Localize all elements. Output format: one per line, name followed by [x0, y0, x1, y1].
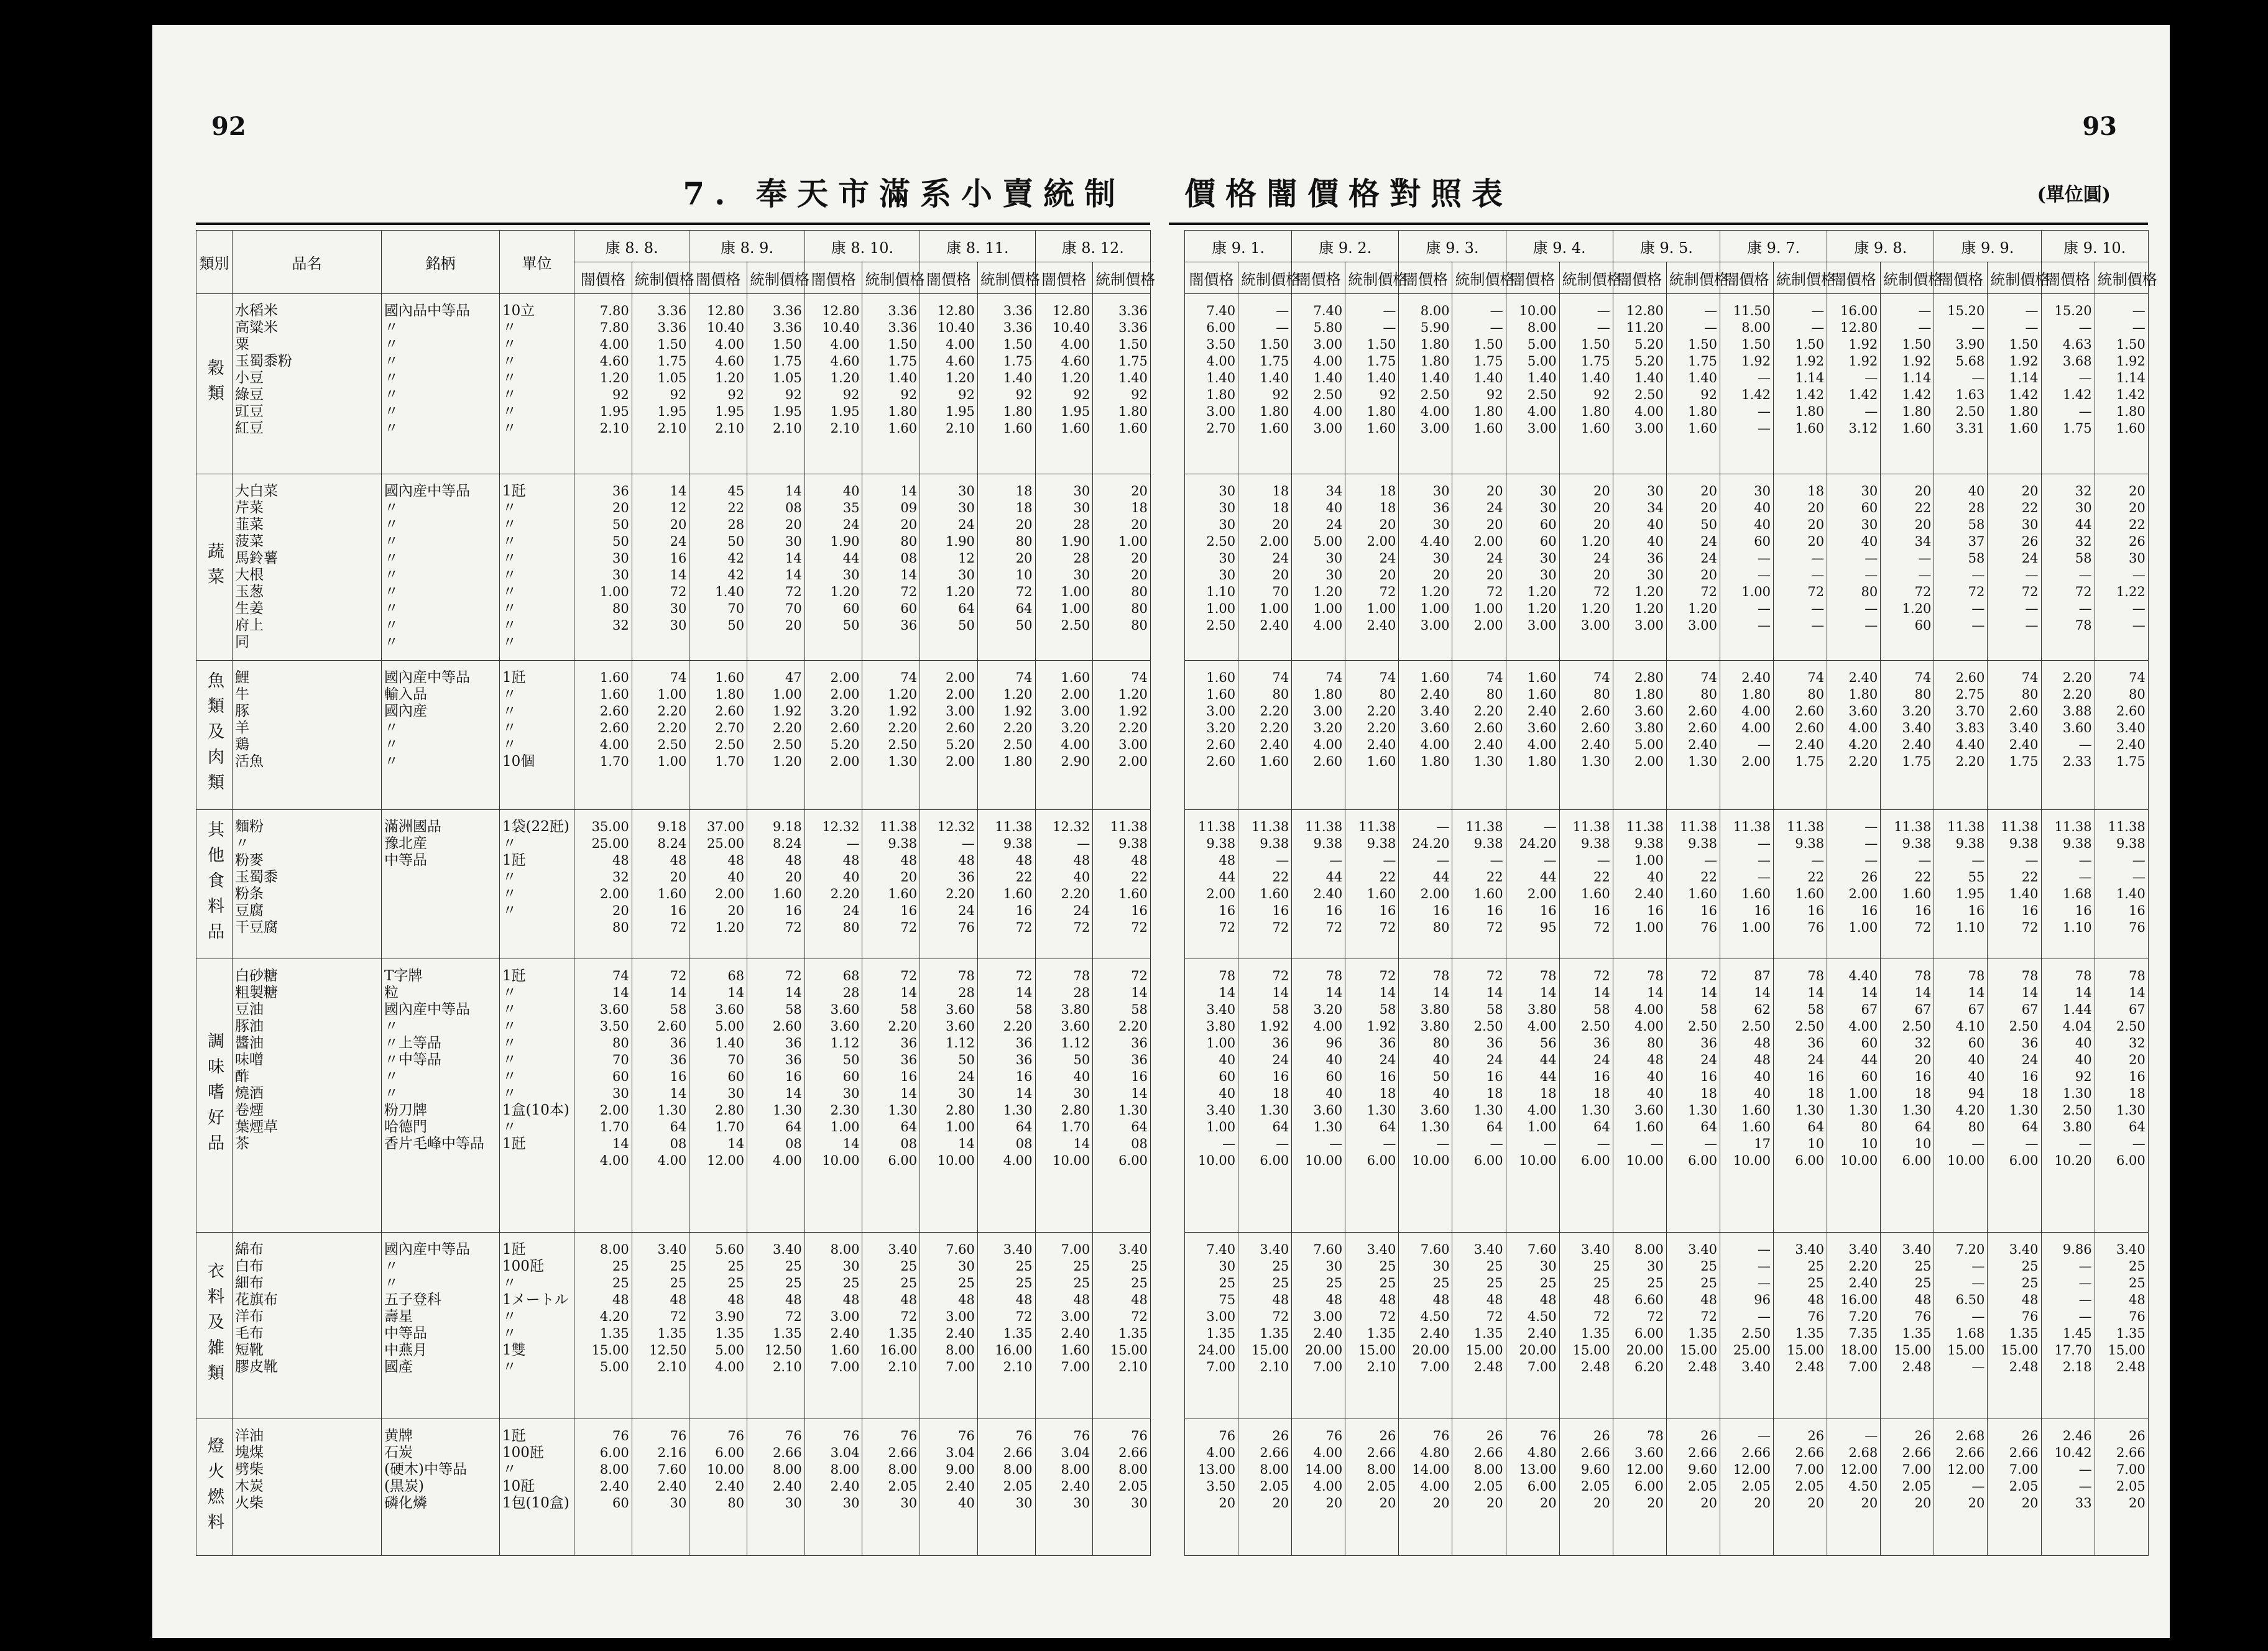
black-price-cell: 7.40 5.80 3.00 4.00 1.40 2.50 4.00 3.00	[1292, 294, 1345, 474]
black-price-cell: 32 30 44 32 58 — 72 — 78	[2041, 474, 2095, 661]
black-price-cell: 16.00 12.80 1.92 1.92 — 1.42 — 3.12	[1827, 294, 1881, 474]
table-row	[1185, 1419, 2149, 1556]
control-price-cell: 72 14 58 2.20 36 36 16 14 1.30 64 08 4.00	[977, 959, 1035, 1233]
black-price-cell: 7.80 7.80 4.00 4.60 1.20 92 1.95 2.10	[574, 294, 632, 474]
title-rule	[196, 223, 1150, 225]
black-price-cell: 7.40 6.00 3.50 4.00 1.40 1.80 3.00 2.70	[1185, 294, 1238, 474]
control-price-cell: 11.38 9.38 — 22 1.60 16 76	[1774, 810, 1827, 959]
header-date: 康 9. 10.	[2041, 231, 2148, 262]
control-price-cell: 72 14 58 2.20 36 36 16 14 1.30 64 08 6.00	[862, 959, 920, 1233]
black-price-cell: 1.60 2.00 3.00 3.20 4.00 2.90	[1035, 661, 1093, 810]
black-price-cell: 7.60 30 25 48 4.50 2.40 20.00 7.00	[1506, 1233, 1559, 1419]
black-price-cell: 30 30 60 60 30 30 1.20 1.20 3.00	[1506, 474, 1559, 661]
black-price-cell: 2.00 2.00 3.00 2.60 5.20 2.00	[920, 661, 978, 810]
control-price-cell: 3.40 25 25 48 72 1.35 15.00 2.10	[1345, 1233, 1399, 1419]
black-price-cell: 36 20 50 50 30 30 1.00 80 32	[574, 474, 632, 661]
control-price-cell: 76 2.16 7.60 2.40 30	[632, 1419, 689, 1556]
subheader-black-price: 闇價格	[689, 262, 747, 294]
control-price-cell: 11.38 9.38 — — 1.40 16 76	[2095, 810, 2148, 959]
subheader-row	[1185, 262, 2149, 294]
control-price-cell: 20 22 20 34 — — 72 1.20 60	[1881, 474, 1934, 661]
category-cell: 蔬菜	[196, 474, 233, 661]
black-price-cell: 74 1.80 3.00 3.20 4.00 2.60	[1292, 661, 1345, 810]
unit-cell: 1瓩 〃 〃 〃 〃 10個	[500, 661, 574, 810]
item-names-cell: 麵粉 〃 粉麥 玉蜀黍 粉条 豆腐 干豆腐	[233, 810, 382, 959]
title-rule	[1169, 223, 2148, 225]
page-number: 92	[211, 112, 246, 141]
black-price-cell: 8.00 5.90 1.80 1.80 1.40 2.50 4.00 3.00	[1399, 294, 1452, 474]
black-price-cell: 15.20 — 4.63 3.68 — 1.42 — 1.75	[2041, 294, 2095, 474]
black-price-cell: — 24.20 — 44 2.00 16 80	[1399, 810, 1452, 959]
black-price-cell: 11.38 9.38 1.00 40 2.40 16 1.00	[1613, 810, 1666, 959]
table-row	[196, 810, 1151, 959]
page-title: 價格闇價格對照表	[1184, 175, 1513, 212]
control-price-cell: 74 80 2.20 2.60 2.40 1.30	[1452, 661, 1506, 810]
control-price-cell: 72 14 58 2.50 36 24 16 18 1.30 64 — 6.00	[1559, 959, 1613, 1233]
subheader-black-price: 闇價格	[1506, 262, 1559, 294]
control-price-cell: 26 2.66 8.00 2.05 20	[1238, 1419, 1292, 1556]
table-row	[1185, 474, 2149, 661]
brand-cell: 國內産中等品 〃 〃 五子登科 壽星 中等品 中燕月 國產	[382, 1233, 500, 1419]
control-price-cell: 72 14 58 2.20 36 36 16 14 1.30 64 08 6.00	[1093, 959, 1151, 1233]
page-number: 93	[2082, 112, 2117, 141]
black-price-cell: 30 30 28 1.90 28 30 1.00 1.00 2.50	[1035, 474, 1093, 661]
item-names-cell: 綿布 白布 細布 花旗布 洋布 毛布 短靴 膠皮靴	[233, 1233, 382, 1419]
control-price-cell: 20 20 20 1.20 24 20 72 1.20 3.00	[1559, 474, 1613, 661]
control-price-cell: — — 1.50 1.75 1.40 92 1.80 1.60	[1666, 294, 1720, 474]
control-price-cell: 76 2.66 8.00 2.05 30	[977, 1419, 1035, 1556]
black-price-cell: — 2.66 12.00 2.05 20	[1720, 1419, 1773, 1556]
black-price-cell: 40 28 58 37 58 — 72 — —	[1934, 474, 1988, 661]
control-price-cell: — — 1.50 1.75 1.40 92 1.80 1.60	[1452, 294, 1506, 474]
control-price-cell: 26 2.66 7.00 2.05 20	[1881, 1419, 1934, 1556]
control-price-cell: 76 2.66 8.00 2.05 30	[1093, 1419, 1151, 1556]
black-price-cell: 8.00 30 25 6.60 72 6.00 20.00 6.20	[1613, 1233, 1666, 1419]
control-price-cell: 76 2.66 8.00 2.40 30	[747, 1419, 805, 1556]
black-price-cell: 76 4.00 14.00 4.00 20	[1292, 1419, 1345, 1556]
black-price-cell: 7.40 30 25 75 3.00 1.35 24.00 7.00	[1185, 1233, 1238, 1419]
black-price-cell: 1.60 2.40 3.40 3.60 4.00 1.80	[1399, 661, 1452, 810]
subheader-black-price: 闇價格	[804, 262, 862, 294]
control-price-cell: 9.18 8.24 48 20 1.60 16 72	[632, 810, 689, 959]
subheader-control-price: 統制價格	[977, 262, 1035, 294]
control-price-cell: — — 1.50 1.75 1.40 92 1.80 1.60	[1238, 294, 1292, 474]
black-price-cell: 76 4.80 13.00 6.00 20	[1506, 1419, 1559, 1556]
black-price-cell: 12.80 10.40 4.00 4.60 1.20 92 1.95 2.10	[689, 294, 747, 474]
control-price-cell: — — 1.50 1.75 1.40 92 1.80 1.60	[1345, 294, 1399, 474]
header-date: 康 9. 9.	[1934, 231, 2041, 262]
black-price-cell: 7.60 30 25 48 4.50 2.40 20.00 7.00	[1399, 1233, 1452, 1419]
page-title: 7. 奉天市滿系小賣統制	[683, 175, 1125, 212]
black-price-cell: 74 14 3.60 3.50 80 70 60 30 2.00 1.70 14 4.00	[574, 959, 632, 1233]
unit-cell: 1瓩 〃 〃 〃 〃 〃 〃 〃 〃 〃	[500, 474, 574, 661]
unit-cell: 1瓩 100瓩 〃 1メートル 〃 〃 1雙 〃	[500, 1233, 574, 1419]
control-price-cell: 11.38 9.38 — 22 1.60 16 72	[1881, 810, 1934, 959]
control-price-cell: 72 14 58 2.60 36 36 16 14 1.30 64 08 4.00	[632, 959, 689, 1233]
control-price-cell: 20 22 30 26 24 — 72 — —	[1988, 474, 2041, 661]
subheader-black-price: 闇價格	[1292, 262, 1345, 294]
control-price-cell: 26 2.66 9.60 2.05 20	[1666, 1419, 1720, 1556]
black-price-cell: 34 40 24 5.00 30 30 1.20 1.00 4.00	[1292, 474, 1345, 661]
control-price-cell: 74 1.20 1.92 2.20 2.50 1.80	[977, 661, 1035, 810]
control-price-cell: 11.38 9.38 — 22 1.60 16 76	[1666, 810, 1720, 959]
control-price-cell: 20 24 20 2.00 24 20 72 1.00 2.00	[1452, 474, 1506, 661]
control-price-cell: 47 1.00 1.92 2.20 2.50 1.20	[747, 661, 805, 810]
black-price-cell: 9.86 — — — — 1.45 17.70 2.18	[2041, 1233, 2095, 1419]
brand-cell: 滿洲國品 豫北産 中等品	[382, 810, 500, 959]
subheader-black-price: 闇價格	[1720, 262, 1773, 294]
black-price-cell: 78 14 67 4.10 60 40 40 94 4.20 80 — 10.00	[1934, 959, 1988, 1233]
black-price-cell: 11.38 9.38 — — 1.68 16 1.10	[2041, 810, 2095, 959]
table-row	[1185, 661, 2149, 810]
control-price-cell: 14 09 20 80 08 14 72 60 36	[862, 474, 920, 661]
black-price-cell: 78 14 3.20 4.00 96 40 60 40 3.60 1.30 — 10.00	[1292, 959, 1345, 1233]
control-price-cell: 3.40 25 25 48 72 1.35 15.00 2.10	[1238, 1233, 1292, 1419]
item-names-cell: 鯉 牛 豚 羊 鶏 活魚	[233, 661, 382, 810]
category-cell: 其他食料品	[196, 810, 233, 959]
black-price-cell: 12.80 10.40 4.00 4.60 1.20 92 1.95 2.10	[804, 294, 862, 474]
black-price-cell: 1.60 1.60 2.60 2.60 4.00 1.70	[574, 661, 632, 810]
item-names-cell: 大白菜 芹菜 韮菜 菠菜 馬鈴薯 大根 玉葱 生姜 府上 同	[233, 474, 382, 661]
price-table-right	[1184, 230, 2157, 1556]
table-row	[1185, 294, 2149, 474]
control-price-cell: 74 80 2.20 2.20 2.40 1.60	[1238, 661, 1292, 810]
header-date: 康 9. 5.	[1613, 231, 1720, 262]
control-price-cell: 3.36 3.36 1.50 1.75 1.40 92 1.80 1.60	[1093, 294, 1151, 474]
control-price-cell: 14 12 20 24 16 14 72 30 30	[632, 474, 689, 661]
control-price-cell: 20 20 50 24 24 20 72 1.20 3.00	[1666, 474, 1720, 661]
subheader-control-price: 統制價格	[1881, 262, 1934, 294]
control-price-cell: 74 1.00 2.20 2.20 2.50 1.00	[632, 661, 689, 810]
control-price-cell: 3.40 25 25 48 72 1.35 15.00 2.10	[1093, 1233, 1151, 1419]
black-price-cell: 11.38 9.38 — 44 2.40 16 72	[1292, 810, 1345, 959]
unit-note: (單位圓)	[2037, 184, 2111, 206]
header-item: 品名	[233, 231, 382, 294]
control-price-cell: 74 80 2.20 2.20 2.40 1.60	[1345, 661, 1399, 810]
black-price-cell: 10.00 8.00 5.00 5.00 1.40 2.50 4.00 3.00	[1506, 294, 1559, 474]
black-price-cell: — 2.68 12.00 4.50 20	[1827, 1419, 1881, 1556]
subheader-control-price: 統制價格	[1345, 262, 1399, 294]
brand-cell: 黄牌 石炭 (硬木)中等品 (黒炭) 磷化燐	[382, 1419, 500, 1556]
black-price-cell: 78 28 3.60 3.60 1.12 50 24 30 2.80 1.00 14 10.00	[920, 959, 978, 1233]
control-price-cell: 11.38 9.38 48 22 1.60 16 72	[977, 810, 1035, 959]
control-price-cell: 76 2.66 8.00 2.05 30	[862, 1419, 920, 1556]
black-price-cell: 40 35 24 1.90 44 30 1.20 60 50	[804, 474, 862, 661]
black-price-cell: 87 14 62 2.50 48 48 40 40 1.60 1.60 17 10.00	[1720, 959, 1773, 1233]
black-price-cell: 30 36 30 4.40 30 20 1.20 1.00 3.00	[1399, 474, 1452, 661]
black-price-cell: 11.50 8.00 1.50 1.92 — 1.42 — —	[1720, 294, 1773, 474]
black-price-cell: 45 22 28 50 42 42 1.40 70 50	[689, 474, 747, 661]
control-price-cell: 72 14 58 2.50 36 24 16 18 1.30 64 — 6.00	[1452, 959, 1506, 1233]
control-price-cell: 72 14 58 1.92 36 24 16 18 1.30 64 — 6.00	[1238, 959, 1292, 1233]
subheader-black-price: 闇價格	[1035, 262, 1093, 294]
black-price-cell: 5.60 25 25 48 3.90 1.35 5.00 4.00	[689, 1233, 747, 1419]
control-price-cell: 78 14 67 2.50 36 24 16 18 1.30 64 — 6.00	[1988, 959, 2041, 1233]
black-price-cell: 30 60 30 40 — — 80 — —	[1827, 474, 1881, 661]
unit-cell: 1袋(22瓩) 〃 1瓩 〃 〃 〃	[500, 810, 574, 959]
subheader-black-price: 闇價格	[574, 262, 632, 294]
black-price-cell: 7.60 30 25 48 3.00 2.40 20.00 7.00	[1292, 1233, 1345, 1419]
category-cell: 衣料及雑類	[196, 1233, 233, 1419]
control-price-cell: 3.36 3.36 1.50 1.75 1.40 92 1.80 1.60	[977, 294, 1035, 474]
table-row	[196, 474, 1151, 661]
black-price-cell: 7.00 25 25 48 3.00 2.40 1.60 7.00	[1035, 1233, 1093, 1419]
control-price-cell: 26 2.66 8.00 2.05 20	[1345, 1419, 1399, 1556]
header-date: 康 8. 9.	[689, 231, 804, 262]
control-price-cell: 3.40 25 25 48 72 1.35 16.00 2.10	[977, 1233, 1035, 1419]
control-price-cell: 26 2.66 9.60 2.05 20	[1559, 1419, 1613, 1556]
control-price-cell: 11.38 9.38 — 22 1.60 16 72	[1559, 810, 1613, 959]
subheader-control-price: 統制價格	[1452, 262, 1506, 294]
black-price-cell: 4.40 14 67 4.00 60 44 60 1.00 1.30 80 10 10.00	[1827, 959, 1881, 1233]
header-row	[196, 231, 1151, 262]
table-row	[196, 1233, 1151, 1419]
control-price-cell: 26 2.66 7.00 2.05 20	[2095, 1419, 2148, 1556]
header-date: 康 9. 7.	[1720, 231, 1827, 262]
subheader-black-price: 闇價格	[920, 262, 978, 294]
control-price-cell: 18 20 20 20 — — 72 — —	[1774, 474, 1827, 661]
control-price-cell: 26 2.66 8.00 2.05 20	[1452, 1419, 1506, 1556]
black-price-cell: 78 14 3.80 3.80 80 40 50 40 3.60 1.30 — 10.00	[1399, 959, 1452, 1233]
control-price-cell: 3.40 25 25 48 76 1.35 15.00 2.48	[2095, 1233, 2148, 1419]
control-price-cell: 26 2.66 7.00 2.05 20	[1988, 1419, 2041, 1556]
table-row	[196, 959, 1151, 1233]
item-names-cell: 洋油 塊煤 劈柴 木炭 火柴	[233, 1419, 382, 1556]
black-price-cell: 78 14 3.80 4.00 56 44 44 18 4.00 1.00 — 10.00	[1506, 959, 1559, 1233]
black-price-cell: 76 4.80 14.00 4.00 20	[1399, 1419, 1452, 1556]
black-price-cell: 12.80 10.40 4.00 4.60 1.20 92 1.95 1.60	[1035, 294, 1093, 474]
control-price-cell: 3.40 25 25 48 72 1.35 12.50 2.10	[632, 1233, 689, 1419]
control-price-cell: 18 18 20 80 20 10 72 64 50	[977, 474, 1035, 661]
subheader-black-price: 闇價格	[1399, 262, 1452, 294]
subheader-black-price: 闇價格	[2041, 262, 2095, 294]
control-price-cell: 11.38 9.38 — 22 1.40 16 72	[1988, 810, 2041, 959]
black-price-cell: 12.80 11.20 5.20 5.20 1.40 2.50 4.00 3.00	[1613, 294, 1666, 474]
subheader-control-price: 統制價格	[1093, 262, 1151, 294]
control-price-cell: 3.40 25 25 48 72 1.35 16.00 2.10	[862, 1233, 920, 1419]
table-row	[196, 661, 1151, 810]
subheader-control-price: 統制價格	[1559, 262, 1613, 294]
control-price-cell: 11.38 9.38 — 22 1.60 16 72	[1238, 810, 1292, 959]
black-price-cell: 2.20 2.20 3.88 3.60 — 2.33	[2041, 661, 2095, 810]
table-row	[1185, 959, 2149, 1233]
category-cell: 燈火燃料	[196, 1419, 233, 1556]
control-price-cell: 74 80 2.60 3.40 2.40 1.75	[1988, 661, 2041, 810]
black-price-cell: 30 34 40 40 36 30 1.20 1.20 3.00	[1613, 474, 1666, 661]
black-price-cell: — — — 96 — 2.50 25.00 3.40	[1720, 1233, 1773, 1419]
black-price-cell: 76 6.00 8.00 2.40 60	[574, 1419, 632, 1556]
black-price-cell: 2.46 10.42 — — 33	[2041, 1419, 2095, 1556]
black-price-cell: 30 30 24 1.90 12 30 1.20 64 50	[920, 474, 978, 661]
control-price-cell: 11.38 9.38 48 22 1.60 16 72	[1093, 810, 1151, 959]
black-price-cell: 3.40 2.20 2.40 16.00 7.20 7.35 18.00 7.00	[1827, 1233, 1881, 1419]
subheader-control-price: 統制價格	[2095, 262, 2148, 294]
black-price-cell: 2.68 2.66 12.00 — 20	[1934, 1419, 1988, 1556]
control-price-cell: 3.40 25 25 48 72 1.35 15.00 2.48	[1666, 1233, 1720, 1419]
control-price-cell: 74 80 2.60 2.60 2.40 1.75	[1774, 661, 1827, 810]
black-price-cell: 12.32 — 48 40 2.20 24 72	[1035, 810, 1093, 959]
black-price-cell: 78 3.60 12.00 6.00 20	[1613, 1419, 1666, 1556]
control-price-cell: — — 1.50 1.92 1.14 1.42 1.80 1.60	[1774, 294, 1827, 474]
black-price-cell: 2.80 1.80 3.60 3.80 5.00 2.00	[1613, 661, 1666, 810]
subheader-control-price: 統制價格	[632, 262, 689, 294]
control-price-cell: 3.36 3.36 1.50 1.75 1.40 92 1.80 1.60	[862, 294, 920, 474]
black-price-cell: 78 14 3.40 3.80 1.00 40 60 40 3.40 1.00 — 10.00	[1185, 959, 1238, 1233]
black-price-cell: 68 28 3.60 3.60 1.12 50 60 30 2.30 1.00 14 10.00	[804, 959, 862, 1233]
header-date: 康 8. 8.	[574, 231, 689, 262]
control-price-cell: 20 20 22 26 30 — 1.22 — —	[2095, 474, 2148, 661]
subheader-control-price: 統制價格	[862, 262, 920, 294]
control-price-cell: 26 2.66 7.00 2.05 20	[1774, 1419, 1827, 1556]
category-cell: 魚類及肉類	[196, 661, 233, 810]
control-price-cell: — — 1.50 1.92 1.14 1.42 1.80 1.60	[1988, 294, 2041, 474]
item-names-cell: 水稻米 高粱米 粟 玉蜀黍粉 小豆 綠豆 豇豆 紅豆	[233, 294, 382, 474]
control-price-cell: 9.18 8.24 48 20 1.60 16 72	[747, 810, 805, 959]
subheader-black-price: 闇價格	[1934, 262, 1988, 294]
control-price-cell: 72 14 58 1.92 36 24 16 18 1.30 64 — 6.00	[1345, 959, 1399, 1233]
left-page	[152, 25, 1159, 1638]
control-price-cell: 11.38 9.38 48 20 1.60 16 72	[862, 810, 920, 959]
price-table-left	[196, 230, 1156, 1556]
control-price-cell: — — 1.50 1.92 1.14 1.42 1.80 1.60	[1881, 294, 1934, 474]
control-price-cell: 72 14 58 2.60 36 36 16 14 1.30 64 08 4.00	[747, 959, 805, 1233]
header-category: 類別	[196, 231, 233, 294]
control-price-cell: 74 1.20 1.92 2.20 2.50 1.30	[862, 661, 920, 810]
control-price-cell: 74 80 3.20 3.40 2.40 1.75	[1881, 661, 1934, 810]
black-price-cell: 11.38 9.38 48 44 2.00 16 72	[1185, 810, 1238, 959]
black-price-cell: 68 14 3.60 5.00 1.40 70 60 30 2.80 1.70 14 12.00	[689, 959, 747, 1233]
subheader-control-price: 統制價格	[1988, 262, 2041, 294]
header-date: 康 9. 2.	[1292, 231, 1399, 262]
control-price-cell: 18 18 20 2.00 24 20 72 1.00 2.40	[1345, 474, 1399, 661]
control-price-cell: 74 80 2.60 2.60 2.40 1.30	[1559, 661, 1613, 810]
header-date: 康 9. 8.	[1827, 231, 1934, 262]
right-page	[1159, 25, 2170, 1638]
control-price-cell: 74 1.20 1.92 2.20 3.00 2.00	[1093, 661, 1151, 810]
unit-cell: 10立 〃 〃 〃 〃 〃 〃 〃	[500, 294, 574, 474]
header-row	[1185, 231, 2149, 262]
black-price-cell: 37.00 25.00 48 40 2.00 20 1.20	[689, 810, 747, 959]
control-price-cell: 3.40 25 25 48 76 1.35 15.00 2.48	[1881, 1233, 1934, 1419]
control-price-cell: 14 08 20 30 14 14 72 70 20	[747, 474, 805, 661]
black-price-cell: 76 3.04 8.00 2.40 30	[804, 1419, 862, 1556]
control-price-cell: 74 80 2.60 3.40 2.40 1.75	[2095, 661, 2148, 810]
brand-cell: 國內産中等品 輸入品 國內産 〃 〃 〃	[382, 661, 500, 810]
unit-cell: 1瓩 100瓩 〃 10瓩 1包(10盒)	[500, 1419, 574, 1556]
table-row	[196, 294, 1151, 474]
header-brand: 銘柄	[382, 231, 500, 294]
category-cell: 穀類	[196, 294, 233, 474]
black-price-cell: 2.40 1.80 4.00 4.00 — 2.00	[1720, 661, 1773, 810]
header-date: 康 8. 11.	[920, 231, 1035, 262]
item-names-cell: 白砂糖 粗製糖 豆油 豚油 醬油 味噌 酢 燒酒 卷煙 葉煙草 茶	[233, 959, 382, 1233]
black-price-cell: 12.32 — 48 40 2.20 24 80	[804, 810, 862, 959]
header-unit: 單位	[500, 231, 574, 294]
brand-cell: 國內産中等品 〃 〃 〃 〃 〃 〃 〃 〃 〃	[382, 474, 500, 661]
black-price-cell: 1.60 1.80 2.60 2.70 2.50 1.70	[689, 661, 747, 810]
black-price-cell: 1.60 1.60 2.40 3.60 4.00 1.80	[1506, 661, 1559, 810]
table-row	[1185, 810, 2149, 959]
black-price-cell: 35.00 25.00 48 32 2.00 20 80	[574, 810, 632, 959]
table-row	[1185, 1233, 2149, 1419]
control-price-cell: 11.38 9.38 — 22 1.60 16 72	[1452, 810, 1506, 959]
black-price-cell: 76 3.04 9.00 2.40 40	[920, 1419, 978, 1556]
subheader-black-price: 闇價格	[1827, 262, 1881, 294]
control-price-cell: 78 14 67 2.50 32 20 16 18 1.30 64 — 6.00	[2095, 959, 2148, 1233]
brand-cell: 國內品中等品 〃 〃 〃 〃 〃 〃 〃	[382, 294, 500, 474]
header-date: 康 9. 4.	[1506, 231, 1613, 262]
control-price-cell: 18 18 20 2.00 24 20 70 1.00 2.40	[1238, 474, 1292, 661]
control-price-cell: 11.38 9.38 — 22 1.60 16 72	[1345, 810, 1399, 959]
black-price-cell: 30 30 30 2.50 30 30 1.10 1.00 2.50	[1185, 474, 1238, 661]
black-price-cell: 7.20 — — 6.50 — 1.68 15.00 —	[1934, 1233, 1988, 1419]
black-price-cell: 2.60 2.75 3.70 3.83 4.40 2.20	[1934, 661, 1988, 810]
subheader-control-price: 統制價格	[1774, 262, 1827, 294]
black-price-cell: — — — 26 2.00 16 1.00	[1827, 810, 1881, 959]
control-price-cell: 20 18 20 1.00 20 20 80 80 80	[1093, 474, 1151, 661]
black-price-cell: 30 40 40 60 — — 1.00 — —	[1720, 474, 1773, 661]
black-price-cell: 76 6.00 10.00 2.40 80	[689, 1419, 747, 1556]
control-price-cell: 72 14 58 2.50 36 24 16 18 1.30 64 — 6.00	[1666, 959, 1720, 1233]
control-price-cell: 3.36 3.36 1.50 1.75 1.05 92 1.95 2.10	[632, 294, 689, 474]
black-price-cell: 78 28 3.80 3.60 1.12 50 40 30 2.80 1.70 14 10.00	[1035, 959, 1093, 1233]
subheader-control-price: 統制價格	[747, 262, 805, 294]
black-price-cell: 1.60 1.60 3.00 3.20 2.60 2.60	[1185, 661, 1238, 810]
control-price-cell: 74 80 2.60 2.60 2.40 1.30	[1666, 661, 1720, 810]
control-price-cell: 3.40 25 25 48 72 1.35 12.50 2.10	[747, 1233, 805, 1419]
header-date: 康 9. 3.	[1399, 231, 1506, 262]
subheader-black-price: 闇價格	[1185, 262, 1238, 294]
table-row	[196, 1419, 1151, 1556]
header-date: 康 8. 12.	[1035, 231, 1150, 262]
black-price-cell: 78 14 4.00 4.00 80 48 40 40 3.60 1.60 — 10.00	[1613, 959, 1666, 1233]
unit-cell: 1瓩 〃 〃 〃 〃 〃 〃 〃 1盒(10本) 〃 1瓩	[500, 959, 574, 1233]
header-date: 康 9. 1.	[1185, 231, 1292, 262]
control-price-cell: — — 1.50 1.75 1.40 92 1.80 1.60	[1559, 294, 1613, 474]
black-price-cell: 8.00 25 25 48 4.20 1.35 15.00 5.00	[574, 1233, 632, 1419]
black-price-cell: 78 14 1.44 4.04 40 40 92 1.30 2.50 3.80 — 10.20	[2041, 959, 2095, 1233]
black-price-cell: 11.38 — — — 1.60 16 1.00	[1720, 810, 1773, 959]
control-price-cell: 78 14 58 2.50 36 24 16 18 1.30 64 10 6.00	[1774, 959, 1827, 1233]
subheader-control-price: 統制價格	[1666, 262, 1720, 294]
control-price-cell: 3.40 25 25 48 72 1.35 15.00 2.48	[1452, 1233, 1506, 1419]
subheader-black-price: 闇價格	[1613, 262, 1666, 294]
black-price-cell: — 24.20 — 44 2.00 16 95	[1506, 810, 1559, 959]
control-price-cell: 78 14 67 2.50 32 20 16 18 1.30 64 10 6.00	[1881, 959, 1934, 1233]
black-price-cell: 8.00 30 25 48 3.00 2.40 1.60 7.00	[804, 1233, 862, 1419]
black-price-cell: 76 4.00 13.00 3.50 20	[1185, 1419, 1238, 1556]
control-price-cell: 3.36 3.36 1.50 1.75 1.05 92 1.95 2.10	[747, 294, 805, 474]
black-price-cell: 12.80 10.40 4.00 4.60 1.20 92 1.95 2.10	[920, 294, 978, 474]
control-price-cell: 3.40 25 25 48 76 1.35 15.00 2.48	[1988, 1233, 2041, 1419]
control-price-cell: 3.40 25 25 48 76 1.35 15.00 2.48	[1774, 1233, 1827, 1419]
black-price-cell: 76 3.04 8.00 2.40 30	[1035, 1419, 1093, 1556]
header-date: 康 8. 10.	[804, 231, 920, 262]
subheader-control-price: 統制價格	[1238, 262, 1292, 294]
black-price-cell: 2.00 2.00 3.20 2.60 5.20 2.00	[804, 661, 862, 810]
control-price-cell: — — 1.50 1.92 1.14 1.42 1.80 1.60	[2095, 294, 2148, 474]
black-price-cell: 2.40 1.80 3.60 4.00 4.20 2.20	[1827, 661, 1881, 810]
brand-cell: T字牌 粒 國內産中等品 〃 〃上等品 〃中等品 〃 〃 粉刀牌 哈德門 香片毛峰中等品	[382, 959, 500, 1233]
black-price-cell: 15.20 — 3.90 5.68 — 1.63 2.50 3.31	[1934, 294, 1988, 474]
control-price-cell: 3.40 25 25 48 72 1.35 15.00 2.48	[1559, 1233, 1613, 1419]
black-price-cell: 7.60 30 25 48 3.00 2.40 8.00 7.00	[920, 1233, 978, 1419]
category-cell: 調味嗜好品	[196, 959, 233, 1233]
black-price-cell: 11.38 9.38 — 55 1.95 16 1.10	[1934, 810, 1988, 959]
black-price-cell: 12.32 — 48 36 2.20 24 76	[920, 810, 978, 959]
